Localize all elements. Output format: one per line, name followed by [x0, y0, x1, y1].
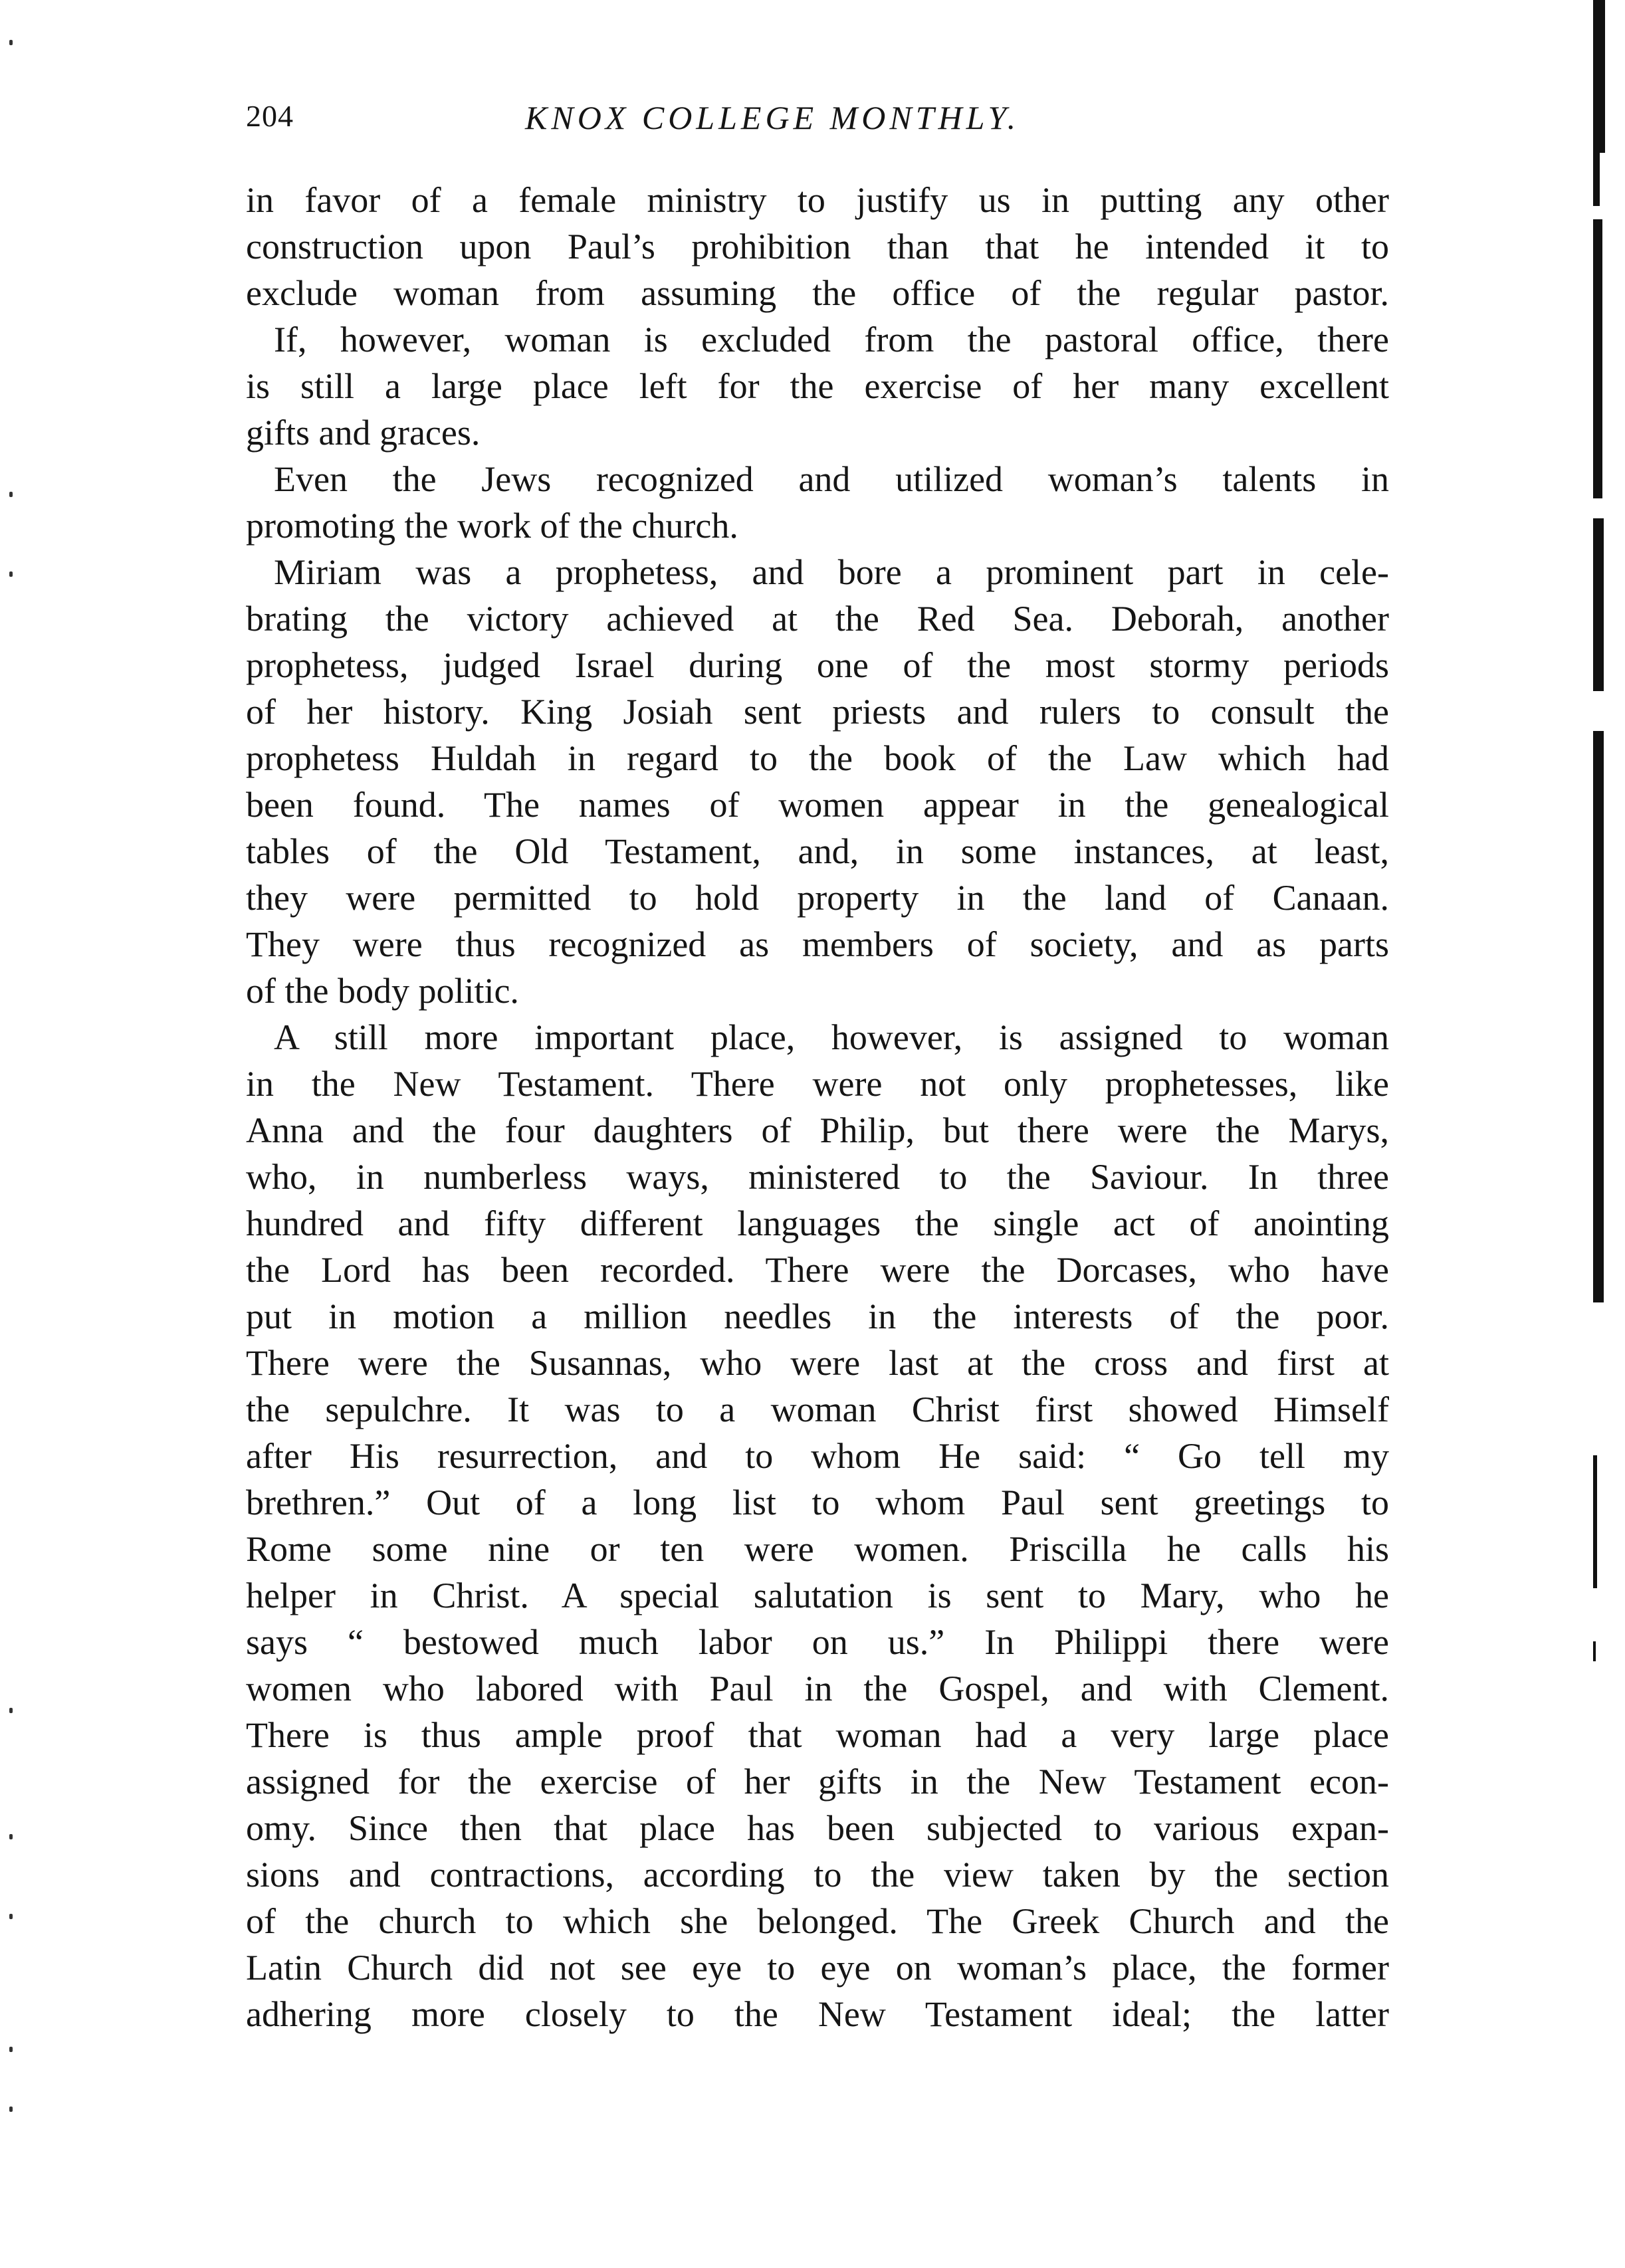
paragraph-start-line: If, however, woman is excluded from the pastoral office, there — [274, 320, 1389, 360]
scan-edge-mark — [1593, 731, 1604, 1302]
text-line: There were the Susannas, who were last at the cross and first at — [246, 1343, 1389, 1383]
text-line: been found. The names of women appear in the genealogical — [246, 785, 1389, 825]
page-header — [246, 98, 1389, 158]
text-line: They were thus recognized as members of society, and as parts — [246, 924, 1389, 964]
text-line: hundred and fifty different languages the single act of anointing — [246, 1203, 1389, 1243]
text-line: exclude woman from assuming the office of the regular pastor. — [246, 273, 1389, 313]
text-line: in the New Testament. There were not only prophetesses, like — [246, 1064, 1389, 1104]
text-line: Latin Church did not see eye to eye on woman’s place, the former — [246, 1948, 1389, 1988]
text-line: assigned for the exercise of her gifts in the New Testament econ- — [246, 1762, 1389, 1802]
scan-edge-mark — [1593, 219, 1602, 498]
scan-speck — [9, 1834, 13, 1839]
paragraph-end-line: promoting the work of the church. — [246, 506, 738, 546]
text-line: brethren.” Out of a long list to whom Paul sent greetings to — [246, 1483, 1389, 1522]
scan-margin-specks — [0, 0, 27, 2268]
scan-speck — [9, 40, 13, 45]
text-line: is still a large place left for the exercise of her many excellent — [246, 366, 1389, 406]
text-line: of the church to which she belonged. The Greek Church and the — [246, 1901, 1389, 1941]
scan-speck — [9, 2107, 13, 2112]
scan-speck — [9, 1708, 13, 1713]
paragraph-start-line: Miriam was a prophetess, and bore a prominent part in cele- — [274, 552, 1389, 592]
text-line: omy. Since then that place has been subjected to various expan- — [246, 1808, 1389, 1848]
scan-speck — [9, 571, 13, 577]
text-line: after His resurrection, and to whom He said: “ Go tell my — [246, 1436, 1389, 1476]
text-line: who, in numberless ways, ministered to the Saviour. In three — [246, 1157, 1389, 1197]
scan-speck — [9, 2047, 13, 2052]
text-line: prophetess, judged Israel during one of the most stormy periods — [246, 645, 1389, 685]
text-line: put in motion a million needles in the interests of the poor. — [246, 1296, 1389, 1336]
scan-edge-mark — [1593, 153, 1600, 206]
text-line: helper in Christ. A special salutation is sent to Mary, who he — [246, 1576, 1389, 1615]
paragraph-start-line: A still more important place, however, is assigned to woman — [274, 1017, 1389, 1057]
text-line: brating the victory achieved at the Red Sea. Deborah, another — [246, 599, 1389, 639]
body-text — [246, 177, 1389, 2037]
text-line: There is thus ample proof that woman had a very large place — [246, 1715, 1389, 1755]
scan-binding-edge — [1593, 0, 1605, 2268]
page-number: 204 — [246, 99, 294, 133]
text-line: Rome some nine or ten were women. Priscilla he calls his — [246, 1529, 1389, 1569]
text-line: prophetess Huldah in regard to the book of the Law which had — [246, 738, 1389, 778]
text-line: the sepulchre. It was to a woman Christ first showed Himself — [246, 1390, 1389, 1429]
text-line: tables of the Old Testament, and, in some instances, at least, — [246, 831, 1389, 871]
paragraph-end-line: gifts and graces. — [246, 413, 481, 453]
text-line: they were permitted to hold property in the land of Canaan. — [246, 878, 1389, 918]
text-line: says “ bestowed much labor on us.” In Philippi there were — [246, 1622, 1389, 1662]
scan-edge-mark — [1593, 1455, 1597, 1588]
text-line: women who labored with Paul in the Gospel, and with Clement. — [246, 1669, 1389, 1708]
text-line: the Lord has been recorded. There were the Dorcases, who have — [246, 1250, 1389, 1290]
text-line: sions and contractions, according to the view taken by the section — [246, 1855, 1389, 1895]
text-line: adhering more closely to the New Testament ideal; the latter — [246, 1994, 1389, 2034]
scan-edge-mark — [1593, 518, 1604, 691]
text-line: of her history. King Josiah sent priests and rulers to consult the — [246, 692, 1389, 732]
scan-speck — [9, 492, 13, 497]
paragraph-start-line: Even the Jews recognized and utilized woman’s talents in — [274, 459, 1389, 499]
text-line: in favor of a female ministry to justify us in putting any other — [246, 180, 1389, 220]
paragraph-end-line: of the body politic. — [246, 971, 519, 1011]
scan-edge-mark — [1593, 0, 1605, 153]
text-line: construction upon Paul’s prohibition than that he intended it to — [246, 227, 1389, 266]
scan-edge-mark — [1593, 1641, 1596, 1661]
scan-speck — [9, 1914, 13, 1919]
text-line: Anna and the four daughters of Philip, but there were the Marys, — [246, 1110, 1389, 1150]
running-title: KNOX COLLEGE MONTHLY. — [525, 99, 1020, 136]
